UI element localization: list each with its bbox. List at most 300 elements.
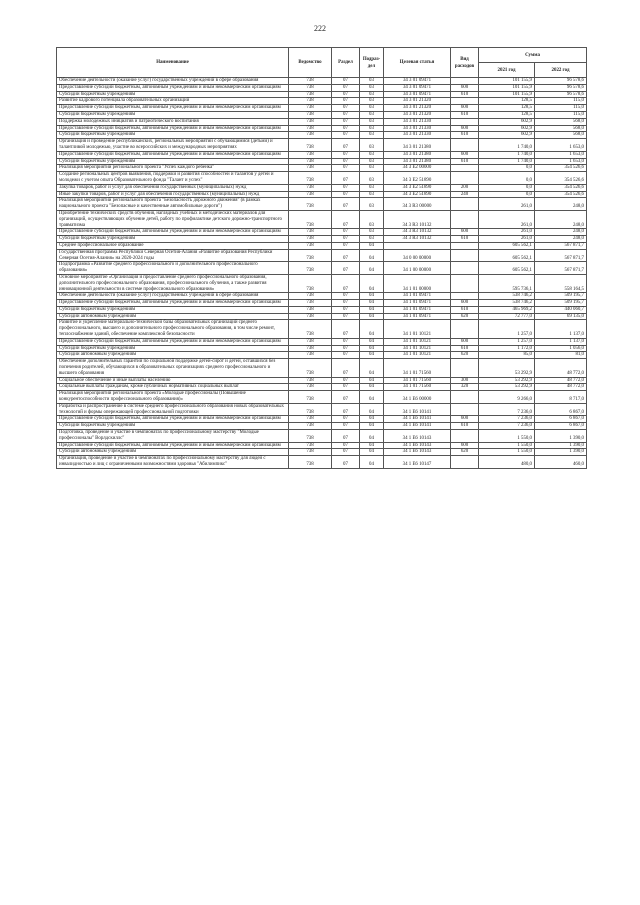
cell-department: 738 <box>289 403 332 416</box>
cell-name: Развитие кадрового потенциала образовательных организаций <box>57 98 289 105</box>
table-body <box>57 78 587 469</box>
cell-subsection: 04 <box>360 423 384 430</box>
cell-section: 07 <box>332 416 360 423</box>
cell-sum-2022: 96 578,6 <box>535 78 587 85</box>
cell-department: 738 <box>289 172 332 185</box>
cell-name: Субсидии бюджетным учреждениям <box>57 306 289 313</box>
cell-expense-type <box>451 165 479 172</box>
table-row <box>57 338 587 345</box>
cell-target-article: 34 1 E6 10147 <box>384 456 451 469</box>
cell-subsection: 04 <box>360 377 384 384</box>
cell-sum-2022: 81,0 <box>535 352 587 359</box>
cell-subsection: 04 <box>360 300 384 307</box>
cell-sum-2022: 509 195,7 <box>535 300 587 307</box>
cell-sum-2022: 6 867,0 <box>535 416 587 423</box>
table-row <box>57 249 587 262</box>
table-row <box>57 449 587 456</box>
cell-name: Реализация мероприятий регионального проекта "Успех каждого ребенка" <box>57 165 289 172</box>
cell-sum-2021: 602,9 <box>479 118 535 125</box>
cell-expense-type: 610 <box>451 132 479 139</box>
cell-subsection: 04 <box>360 306 384 313</box>
cell-sum-2022: 567 871,7 <box>535 262 587 275</box>
cell-target-article: 34 3 E2 51890 <box>384 184 451 191</box>
cell-expense-type: 300 <box>451 377 479 384</box>
cell-target-article: 34 3 E2 00000 <box>384 165 451 172</box>
cell-name: Субсидии автономным учреждениям <box>57 313 289 320</box>
cell-sum-2021: 0,0 <box>479 184 535 191</box>
table-row <box>57 210 587 228</box>
table-row <box>57 262 587 275</box>
cell-subsection: 03 <box>360 158 384 165</box>
cell-name: Основное мероприятие «Организация и предоставление среднего профессионального образования, дополнительного профессионального образования, профессионального обучения, а также развития инновационной деятельности в системе профессионального образования» <box>57 274 289 292</box>
cell-section: 07 <box>332 423 360 430</box>
cell-expense-type <box>451 172 479 185</box>
cell-name: Поддержка молодежных инициатив и патриотического воспитания <box>57 118 289 125</box>
cell-target-article: 34 3 01 21320 <box>384 98 451 105</box>
cell-department: 738 <box>289 249 332 262</box>
cell-expense-type <box>451 274 479 292</box>
cell-sum-2022: 1 653,0 <box>535 139 587 152</box>
table-row <box>57 184 587 191</box>
cell-sum-2021: 72 777,0 <box>479 313 535 320</box>
cell-subsection: 04 <box>360 262 384 275</box>
cell-department: 738 <box>289 139 332 152</box>
cell-target-article: 34 0 00 00000 <box>384 249 451 262</box>
cell-sum-2022: 6 867,0 <box>535 423 587 430</box>
cell-section: 07 <box>332 105 360 112</box>
cell-sum-2021: 7 236,0 <box>479 416 535 423</box>
cell-subsection: 04 <box>360 338 384 345</box>
cell-sum-2021: 0,0 <box>479 191 535 198</box>
cell-sum-2022: 1 390,0 <box>535 449 587 456</box>
cell-expense-type: 600 <box>451 229 479 236</box>
cell-department: 738 <box>289 345 332 352</box>
cell-expense-type: 600 <box>451 105 479 112</box>
cell-name: Социальное обеспечение и иные выплаты населению <box>57 377 289 384</box>
cell-department: 738 <box>289 352 332 359</box>
table-row <box>57 84 587 91</box>
cell-section: 07 <box>332 377 360 384</box>
cell-department: 738 <box>289 125 332 132</box>
cell-sum-2022: 115,0 <box>535 111 587 118</box>
cell-section: 07 <box>332 391 360 404</box>
cell-sum-2021: 602,9 <box>479 132 535 139</box>
cell-section: 07 <box>332 98 360 105</box>
cell-target-article: 34 1 E6 10143 <box>384 442 451 449</box>
cell-section: 07 <box>332 172 360 185</box>
cell-subsection: 03 <box>360 229 384 236</box>
cell-name: Реализация мероприятий регионального проекта «Молодые профессионалы (Повышение конкурентоспособности профессионального образования)» <box>57 391 289 404</box>
cell-subsection: 03 <box>360 236 384 243</box>
table-row <box>57 313 587 320</box>
cell-subsection: 04 <box>360 391 384 404</box>
cell-subsection: 03 <box>360 132 384 139</box>
cell-department: 738 <box>289 151 332 158</box>
cell-section: 07 <box>332 158 360 165</box>
cell-target-article: 34 1 01 09471 <box>384 313 451 320</box>
header-expense-type: Вид расходов <box>451 48 479 78</box>
cell-sum-2022: 354 526,6 <box>535 184 587 191</box>
cell-sum-2022: 568,0 <box>535 125 587 132</box>
cell-subsection: 04 <box>360 359 384 377</box>
cell-name: Обеспечение деятельности (оказание услуг) государственных учреждений в сфере образования <box>57 293 289 300</box>
cell-section: 07 <box>332 449 360 456</box>
cell-target-article: 34 1 01 71560 <box>384 377 451 384</box>
cell-section: 07 <box>332 125 360 132</box>
header-section: Раздел <box>332 48 360 78</box>
cell-department: 738 <box>289 274 332 292</box>
cell-name: Обеспечение деятельности (оказание услуг) государственных учреждений в сфере образования <box>57 78 289 85</box>
table-row <box>57 416 587 423</box>
cell-target-article: 34 1 01 00000 <box>384 274 451 292</box>
cell-section: 07 <box>332 210 360 228</box>
cell-target-article <box>384 242 451 249</box>
cell-department: 738 <box>289 184 332 191</box>
cell-subsection: 03 <box>360 118 384 125</box>
cell-target-article: 34 3 01 09471 <box>384 84 451 91</box>
cell-section: 07 <box>332 320 360 338</box>
cell-department: 738 <box>289 91 332 98</box>
cell-name: Подпрограмма «Развитие среднего профессионального и дополнительного профессионального образования» <box>57 262 289 275</box>
table-row <box>57 442 587 449</box>
cell-section: 07 <box>332 151 360 158</box>
cell-expense-type <box>451 98 479 105</box>
table-row <box>57 320 587 338</box>
cell-target-article: 34 1 01 10121 <box>384 345 451 352</box>
cell-subsection: 04 <box>360 416 384 423</box>
cell-target-article: 34 1 01 09471 <box>384 300 451 307</box>
cell-sum-2022: 6 867,0 <box>535 403 587 416</box>
cell-name: Предоставление субсидий бюджетным, автономным учреждениям и иным некоммерческим организациям <box>57 125 289 132</box>
table-row <box>57 242 587 249</box>
cell-name: Субсидии бюджетным учреждениям <box>57 91 289 98</box>
cell-sum-2021: 101 155,9 <box>479 78 535 85</box>
cell-sum-2021: 53 292,9 <box>479 377 535 384</box>
table-row <box>57 132 587 139</box>
table-row <box>57 229 587 236</box>
cell-expense-type: 320 <box>451 384 479 391</box>
table-row <box>57 151 587 158</box>
cell-section: 07 <box>332 338 360 345</box>
cell-sum-2021: 1 740,0 <box>479 151 535 158</box>
cell-section: 07 <box>332 403 360 416</box>
cell-expense-type <box>451 210 479 228</box>
cell-target-article: 34 3 E2 51890 <box>384 172 451 185</box>
cell-sum-2022: 248,0 <box>535 229 587 236</box>
cell-department: 738 <box>289 359 332 377</box>
cell-department: 738 <box>289 416 332 423</box>
cell-department: 738 <box>289 423 332 430</box>
cell-sum-2021: 1 172,0 <box>479 345 535 352</box>
cell-sum-2021: 1 550,0 <box>479 430 535 443</box>
table-row <box>57 293 587 300</box>
cell-sum-2021: 0,0 <box>479 172 535 185</box>
cell-section: 07 <box>332 345 360 352</box>
cell-name: Предоставление субсидий бюджетным, автономным учреждениям и иным некоммерческим организациям <box>57 300 289 307</box>
cell-sum-2022: 115,0 <box>535 98 587 105</box>
cell-expense-type: 600 <box>451 442 479 449</box>
cell-sum-2021: 53 292,9 <box>479 359 535 377</box>
cell-target-article: 34 1 01 71560 <box>384 384 451 391</box>
cell-subsection: 03 <box>360 84 384 91</box>
cell-sum-2022: 1 137,0 <box>535 320 587 338</box>
cell-sum-2021: 1 550,0 <box>479 449 535 456</box>
cell-subsection: 04 <box>360 352 384 359</box>
cell-expense-type: 200 <box>451 184 479 191</box>
cell-sum-2021: 465 969,2 <box>479 306 535 313</box>
cell-subsection: 03 <box>360 105 384 112</box>
cell-expense-type <box>451 118 479 125</box>
cell-department: 738 <box>289 306 332 313</box>
cell-expense-type: 600 <box>451 125 479 132</box>
cell-subsection: 03 <box>360 198 384 211</box>
cell-name: Подготовка, проведение и участие в чемпионатах по профессиональному мастерству "Молодые профессионалы" Ворлдскиллс" <box>57 430 289 443</box>
cell-target-article: 34 3 R3 10132 <box>384 210 451 228</box>
cell-section: 07 <box>332 139 360 152</box>
cell-expense-type <box>451 430 479 443</box>
cell-sum-2021: 261,0 <box>479 210 535 228</box>
cell-name: Субсидии автономным учреждениям <box>57 352 289 359</box>
cell-department: 738 <box>289 300 332 307</box>
cell-target-article: 34 1 01 10121 <box>384 320 451 338</box>
cell-sum-2022: 1 390,0 <box>535 430 587 443</box>
header-sum: Сумма <box>479 48 587 63</box>
table-row <box>57 191 587 198</box>
cell-sum-2021: 128,5 <box>479 111 535 118</box>
cell-subsection: 03 <box>360 165 384 172</box>
cell-subsection: 03 <box>360 172 384 185</box>
cell-sum-2022: 568,0 <box>535 118 587 125</box>
cell-department: 738 <box>289 111 332 118</box>
cell-sum-2021: 538 746,2 <box>479 293 535 300</box>
cell-sum-2021: 261,0 <box>479 236 535 243</box>
cell-department: 738 <box>289 236 332 243</box>
cell-sum-2022: 69 135,0 <box>535 313 587 320</box>
cell-section: 07 <box>332 78 360 85</box>
cell-sum-2021: 261,0 <box>479 229 535 236</box>
table-row <box>57 125 587 132</box>
cell-sum-2022: 1 137,0 <box>535 338 587 345</box>
cell-sum-2021: 7 236,0 <box>479 423 535 430</box>
cell-section: 07 <box>332 165 360 172</box>
cell-subsection: 04 <box>360 242 384 249</box>
cell-target-article: 34 3 R3 10132 <box>384 236 451 243</box>
cell-name: Организация и проведение республиканских, региональных мероприятий с обучающимися (детьми) и талантливой молодежью, участие во всероссийских и международных мероприятиях <box>57 139 289 152</box>
cell-sum-2022: 1 653,0 <box>535 158 587 165</box>
cell-department: 738 <box>289 118 332 125</box>
cell-department: 738 <box>289 210 332 228</box>
cell-subsection: 04 <box>360 274 384 292</box>
cell-sum-2022: 558 164,5 <box>535 274 587 292</box>
cell-target-article: 34 3 01 21320 <box>384 105 451 112</box>
cell-sum-2021: 53 292,9 <box>479 384 535 391</box>
header-target-article: Целевая статья <box>384 48 451 78</box>
cell-sum-2021: 128,5 <box>479 105 535 112</box>
table-row <box>57 456 587 469</box>
cell-sum-2022: 115,0 <box>535 105 587 112</box>
cell-sum-2021: 1 550,0 <box>479 442 535 449</box>
cell-subsection: 03 <box>360 139 384 152</box>
cell-target-article: 34 3 01 09471 <box>384 78 451 85</box>
cell-sum-2022: 460,0 <box>535 456 587 469</box>
cell-section: 07 <box>332 313 360 320</box>
cell-target-article: 34 1 01 09471 <box>384 306 451 313</box>
cell-target-article: 34 1 01 71560 <box>384 359 451 377</box>
cell-section: 07 <box>332 84 360 91</box>
cell-name: Предоставление субсидий бюджетным, автономным учреждениям и иным некоммерческим организациям <box>57 151 289 158</box>
cell-name: Иные закупки товаров, работ и услуг для обеспечения государственных (муниципальных) нужд <box>57 191 289 198</box>
table-row <box>57 377 587 384</box>
cell-sum-2022: 1 056,0 <box>535 345 587 352</box>
cell-name: Закупка товаров, работ и услуг для обеспечения государственных (муниципальных) нужд <box>57 184 289 191</box>
cell-sum-2022: 440 060,7 <box>535 306 587 313</box>
cell-expense-type: 620 <box>451 449 479 456</box>
cell-department: 738 <box>289 313 332 320</box>
cell-target-article: 34 3 R3 10132 <box>384 229 451 236</box>
cell-section: 07 <box>332 456 360 469</box>
cell-expense-type: 610 <box>451 423 479 430</box>
cell-sum-2021: 0,0 <box>479 165 535 172</box>
cell-target-article: 34 3 01 21330 <box>384 125 451 132</box>
cell-name: Создание региональных центров выявления, поддержки и развития способностей и талантов у детей и молодежи с учетом опыта Образовательного фонда "Талант и успех" <box>57 172 289 185</box>
cell-section: 07 <box>332 111 360 118</box>
cell-sum-2022: 354 526,6 <box>535 165 587 172</box>
cell-sum-2021: 1 740,0 <box>479 139 535 152</box>
cell-sum-2022: 248,0 <box>535 236 587 243</box>
cell-expense-type <box>451 139 479 152</box>
cell-sum-2022: 1 390,0 <box>535 442 587 449</box>
cell-sum-2021: 1 257,0 <box>479 320 535 338</box>
cell-section: 07 <box>332 132 360 139</box>
cell-section: 07 <box>332 184 360 191</box>
table-row <box>57 111 587 118</box>
cell-sum-2021: 605 562,1 <box>479 249 535 262</box>
cell-expense-type: 610 <box>451 111 479 118</box>
cell-expense-type: 620 <box>451 313 479 320</box>
cell-section: 07 <box>332 229 360 236</box>
cell-target-article: 34 3 01 21380 <box>384 151 451 158</box>
cell-target-article: 34 1 E6 10143 <box>384 430 451 443</box>
cell-department: 738 <box>289 198 332 211</box>
cell-target-article: 34 1 01 10121 <box>384 338 451 345</box>
cell-department: 738 <box>289 293 332 300</box>
cell-section: 07 <box>332 352 360 359</box>
table-row <box>57 384 587 391</box>
cell-section: 07 <box>332 242 360 249</box>
cell-subsection: 04 <box>360 313 384 320</box>
table-row <box>57 306 587 313</box>
cell-expense-type <box>451 242 479 249</box>
cell-target-article: 34 1 01 10121 <box>384 352 451 359</box>
cell-subsection: 03 <box>360 98 384 105</box>
cell-subsection: 03 <box>360 111 384 118</box>
cell-section: 07 <box>332 384 360 391</box>
cell-name: Субсидии бюджетным учреждениям <box>57 236 289 243</box>
header-department: Ведомство <box>289 48 332 78</box>
cell-expense-type: 610 <box>451 158 479 165</box>
cell-name: Предоставление субсидий бюджетным, автономным учреждениям и иным некоммерческим организациям <box>57 229 289 236</box>
cell-department: 738 <box>289 320 332 338</box>
cell-target-article: 34 1 E6 00000 <box>384 391 451 404</box>
table-row <box>57 274 587 292</box>
cell-name: Предоставление субсидий бюджетным, автономным учреждениям и иным некоммерческим организациям <box>57 416 289 423</box>
header-name: Наименование <box>57 48 289 78</box>
cell-subsection: 03 <box>360 91 384 98</box>
cell-name: Развитие и укрепление материально-технической базы образовательных организаций среднего профессионального, высшего и дополнительного профессионального образования, в том числе ремонт, теплоснабжение зданий, обеспечение комплексной безопасности <box>57 320 289 338</box>
table-row <box>57 391 587 404</box>
cell-expense-type: 610 <box>451 236 479 243</box>
cell-name: Предоставление субсидий бюджетным, автономным учреждениям и иным некоммерческим организациям <box>57 338 289 345</box>
table-row <box>57 105 587 112</box>
cell-expense-type: 240 <box>451 191 479 198</box>
cell-expense-type: 610 <box>451 306 479 313</box>
cell-department: 738 <box>289 158 332 165</box>
table-row <box>57 172 587 185</box>
cell-section: 07 <box>332 359 360 377</box>
table-row <box>57 198 587 211</box>
header-subsection: Подраз-дел <box>360 48 384 78</box>
cell-expense-type: 610 <box>451 91 479 98</box>
table-row <box>57 158 587 165</box>
cell-name: Организация, проведение и участие в чемпионатах по профессиональному мастерству для людей с инвалидностью и лиц с ограниченными возможностями здоровья "Абилимпикс" <box>57 456 289 469</box>
cell-department: 738 <box>289 338 332 345</box>
cell-department: 738 <box>289 78 332 85</box>
cell-expense-type <box>451 262 479 275</box>
cell-expense-type: 600 <box>451 338 479 345</box>
cell-name: Государственная программа Республики Северная Осетия-Алания «Развитие образования Республики Северная Осетия-Алания» на 2020-2024 годы <box>57 249 289 262</box>
cell-name: Предоставление субсидий бюджетным, автономным учреждениям и иным некоммерческим организациям <box>57 84 289 91</box>
cell-sum-2021: 9 266,0 <box>479 391 535 404</box>
table-row <box>57 78 587 85</box>
cell-sum-2022: 567 871,7 <box>535 242 587 249</box>
cell-subsection: 04 <box>360 442 384 449</box>
cell-subsection: 03 <box>360 78 384 85</box>
cell-sum-2022: 96 578,6 <box>535 84 587 91</box>
cell-sum-2022: 1 653,0 <box>535 151 587 158</box>
table-row <box>57 139 587 152</box>
cell-target-article: 34 1 01 09471 <box>384 293 451 300</box>
cell-subsection: 03 <box>360 210 384 228</box>
cell-name: Предоставление субсидий бюджетным, автономным учреждениям и иным некоммерческим организациям <box>57 105 289 112</box>
cell-section: 07 <box>332 236 360 243</box>
table-row <box>57 359 587 377</box>
cell-subsection: 03 <box>360 125 384 132</box>
table-row <box>57 430 587 443</box>
cell-target-article: 34 1 E6 10141 <box>384 416 451 423</box>
cell-department: 738 <box>289 384 332 391</box>
cell-target-article: 34 1 E6 10141 <box>384 423 451 430</box>
cell-sum-2022: 48 772,0 <box>535 359 587 377</box>
cell-sum-2022: 48 772,0 <box>535 384 587 391</box>
cell-sum-2022: 354 526,6 <box>535 191 587 198</box>
cell-section: 07 <box>332 306 360 313</box>
cell-target-article: 34 3 R3 00000 <box>384 198 451 211</box>
cell-sum-2021: 595 736,1 <box>479 274 535 292</box>
cell-expense-type <box>451 391 479 404</box>
cell-expense-type: 610 <box>451 345 479 352</box>
cell-expense-type: 600 <box>451 300 479 307</box>
table-row <box>57 91 587 98</box>
cell-section: 07 <box>332 262 360 275</box>
cell-department: 738 <box>289 229 332 236</box>
cell-department: 738 <box>289 98 332 105</box>
cell-name: Субсидии бюджетным учреждениям <box>57 132 289 139</box>
cell-target-article: 34 3 01 21320 <box>384 111 451 118</box>
cell-target-article: 34 1 E6 10143 <box>384 449 451 456</box>
cell-expense-type <box>451 320 479 338</box>
cell-name: Субсидии бюджетным учреждениям <box>57 423 289 430</box>
cell-sum-2021: 1 740,0 <box>479 158 535 165</box>
